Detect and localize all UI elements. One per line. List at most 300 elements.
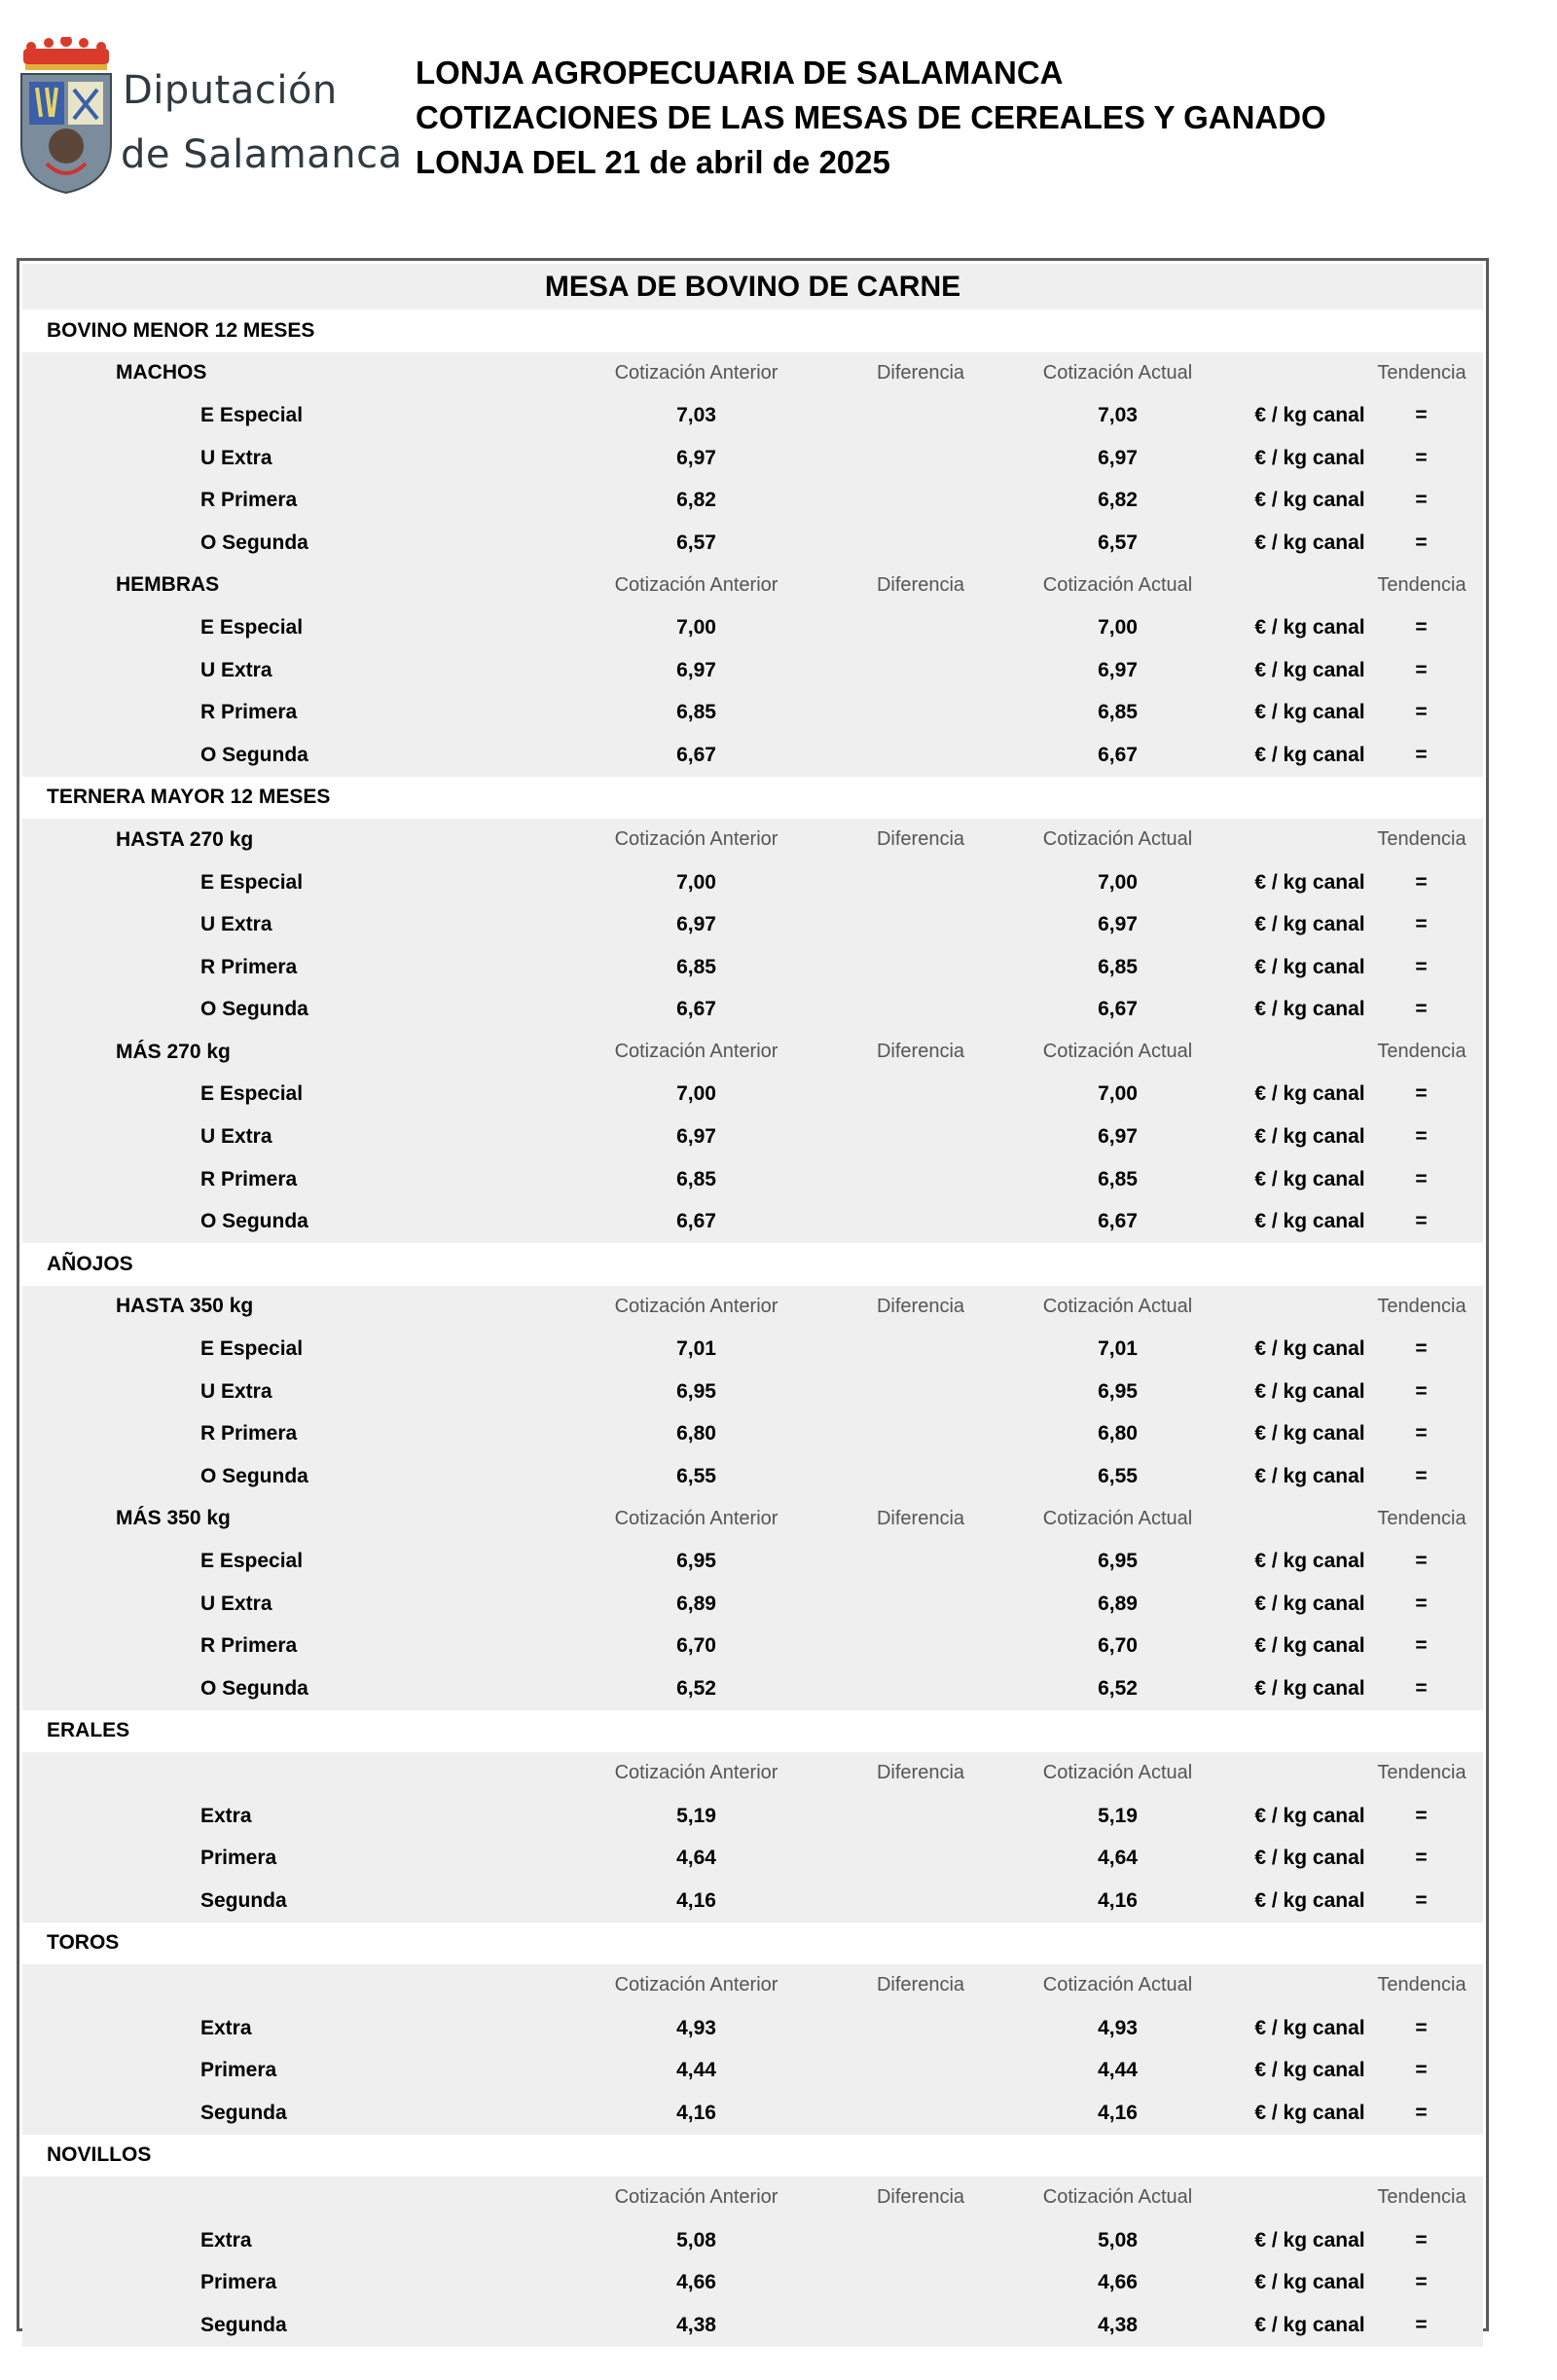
previous-price: 6,70 xyxy=(676,1634,716,1658)
previous-price: 6,67 xyxy=(676,998,716,1021)
table-row xyxy=(22,1880,1483,1922)
trend-value: = xyxy=(1415,1379,1428,1403)
trend-value: = xyxy=(1415,1676,1428,1700)
current-price: 6,85 xyxy=(1098,955,1138,978)
header-current-price: Cotización Actual xyxy=(1042,828,1193,851)
header-current-price: Cotización Actual xyxy=(1042,1041,1193,1063)
current-price: 6,97 xyxy=(1098,913,1138,936)
header-current-price: Cotización Actual xyxy=(1042,573,1193,596)
header-prev-price: Cotización Anterior xyxy=(614,361,778,384)
price-unit: € / kg canal xyxy=(1254,2059,1365,2082)
current-price: 6,80 xyxy=(1098,1422,1138,1446)
difference-value xyxy=(833,394,1008,437)
trend-value: = xyxy=(1415,403,1428,426)
header-trend: Tendencia xyxy=(1377,1762,1466,1784)
difference-value xyxy=(833,2261,1008,2304)
previous-price: 6,55 xyxy=(676,1464,716,1487)
previous-price: 6,80 xyxy=(676,1422,716,1446)
table-row xyxy=(22,2261,1483,2304)
column-header-row xyxy=(22,1031,1483,1074)
price-table xyxy=(17,258,1489,2336)
previous-price: 4,38 xyxy=(676,2313,716,2336)
current-price: 7,00 xyxy=(1098,615,1138,639)
header-trend: Tendencia xyxy=(1377,573,1466,596)
current-price: 4,64 xyxy=(1098,1847,1138,1870)
grade-label: O Segunda xyxy=(200,1676,308,1700)
grade-label: E Especial xyxy=(200,1550,304,1573)
difference-value xyxy=(833,1583,1008,1626)
price-unit: € / kg canal xyxy=(1254,658,1365,681)
table-row xyxy=(22,649,1483,692)
grade-label: Primera xyxy=(200,2059,277,2082)
trend-value: = xyxy=(1415,446,1428,469)
difference-value xyxy=(833,2092,1008,2135)
price-unit: € / kg canal xyxy=(1254,2228,1365,2252)
difference-value xyxy=(833,1837,1008,1880)
grade-label: Primera xyxy=(200,1847,277,1870)
previous-price: 4,64 xyxy=(676,1847,716,1870)
price-unit: € / kg canal xyxy=(1254,955,1365,978)
trend-value: = xyxy=(1415,955,1428,978)
table-row xyxy=(22,2007,1483,2050)
difference-value xyxy=(833,1540,1008,1583)
price-unit: € / kg canal xyxy=(1254,1804,1365,1827)
difference-value xyxy=(833,1371,1008,1413)
current-price: 6,67 xyxy=(1098,1210,1138,1233)
grade-label: U Extra xyxy=(200,658,272,681)
trend-value: = xyxy=(1415,489,1428,512)
grade-label: Segunda xyxy=(200,1888,287,1912)
current-price: 7,00 xyxy=(1098,1082,1138,1106)
trend-value: = xyxy=(1415,658,1428,681)
price-unit: € / kg canal xyxy=(1254,1167,1365,1190)
section-label: TERNERA MAYOR 12 MESES xyxy=(47,786,331,809)
price-unit: € / kg canal xyxy=(1254,1464,1365,1487)
trend-value: = xyxy=(1415,1082,1428,1106)
difference-value xyxy=(833,1116,1008,1158)
price-unit: € / kg canal xyxy=(1254,489,1365,512)
trend-value: = xyxy=(1415,743,1428,766)
previous-price: 7,01 xyxy=(676,1337,716,1361)
current-price: 6,52 xyxy=(1098,1676,1138,1700)
trend-value: = xyxy=(1415,1464,1428,1487)
current-price: 6,57 xyxy=(1098,531,1138,554)
trend-value: = xyxy=(1415,2228,1428,2252)
header-trend: Tendencia xyxy=(1377,1507,1466,1529)
difference-value xyxy=(833,2304,1008,2347)
table-row xyxy=(22,2092,1483,2135)
price-unit: € / kg canal xyxy=(1254,870,1365,894)
table-row xyxy=(22,479,1483,522)
section-row xyxy=(22,1243,1483,1286)
diputacion-logo xyxy=(18,37,403,202)
trend-value: = xyxy=(1415,913,1428,936)
previous-price: 6,67 xyxy=(676,743,716,766)
grade-label: E Especial xyxy=(200,1082,304,1106)
current-price: 6,70 xyxy=(1098,1634,1138,1658)
difference-value xyxy=(833,1625,1008,1667)
previous-price: 6,97 xyxy=(676,446,716,469)
current-price: 4,16 xyxy=(1098,2101,1138,2124)
price-unit: € / kg canal xyxy=(1254,531,1365,554)
grade-label: E Especial xyxy=(200,1337,304,1361)
price-unit: € / kg canal xyxy=(1254,998,1365,1021)
column-header-row xyxy=(22,1498,1483,1541)
trend-value: = xyxy=(1415,998,1428,1021)
previous-price: 6,52 xyxy=(676,1676,716,1700)
price-unit: € / kg canal xyxy=(1254,2313,1365,2336)
trend-value: = xyxy=(1415,2313,1428,2336)
header-prev-price: Cotización Anterior xyxy=(614,828,778,851)
grade-label: R Primera xyxy=(200,1634,298,1658)
table-row xyxy=(22,734,1483,777)
current-price: 4,38 xyxy=(1098,2313,1138,2336)
trend-value: = xyxy=(1415,2101,1428,2124)
price-unit: € / kg canal xyxy=(1254,446,1365,469)
table-row xyxy=(22,1837,1483,1880)
price-unit: € / kg canal xyxy=(1254,615,1365,639)
table-row xyxy=(22,1795,1483,1838)
current-price: 7,01 xyxy=(1098,1337,1138,1361)
header-current-price: Cotización Actual xyxy=(1042,2186,1193,2209)
table-row xyxy=(22,2049,1483,2092)
grade-label: U Extra xyxy=(200,1125,272,1149)
table-title: MESA DE BOVINO DE CARNE xyxy=(544,270,961,303)
grade-label: Extra xyxy=(200,2228,252,2252)
difference-value xyxy=(833,2219,1008,2262)
trend-value: = xyxy=(1415,1847,1428,1870)
table-row xyxy=(22,2304,1483,2347)
grade-label: E Especial xyxy=(200,403,304,426)
current-price: 4,66 xyxy=(1098,2271,1138,2294)
subgroup-label: HEMBRAS xyxy=(116,573,220,597)
difference-value xyxy=(833,1880,1008,1922)
current-price: 7,00 xyxy=(1098,870,1138,894)
previous-price: 7,00 xyxy=(676,615,716,639)
difference-value xyxy=(833,1328,1008,1371)
current-price: 6,82 xyxy=(1098,489,1138,512)
grade-label: U Extra xyxy=(200,446,272,469)
header-difference: Diferencia xyxy=(876,361,965,384)
previous-price: 6,85 xyxy=(676,701,716,724)
table-row xyxy=(22,1116,1483,1158)
grade-label: R Primera xyxy=(200,489,298,512)
previous-price: 6,57 xyxy=(676,531,716,554)
subgroup-label: MACHOS xyxy=(116,361,207,384)
previous-price: 6,89 xyxy=(676,1592,716,1615)
section-row xyxy=(22,1710,1483,1753)
grade-label: O Segunda xyxy=(200,743,308,766)
previous-price: 4,66 xyxy=(676,2271,716,2294)
difference-value xyxy=(833,946,1008,989)
trend-value: = xyxy=(1415,1550,1428,1573)
header-difference: Diferencia xyxy=(876,1507,965,1529)
price-unit: € / kg canal xyxy=(1254,1592,1365,1615)
grade-label: O Segunda xyxy=(200,998,308,1021)
column-header-row xyxy=(22,2177,1483,2219)
header-trend: Tendencia xyxy=(1377,2186,1466,2209)
grade-label: Segunda xyxy=(200,2313,287,2336)
grade-label: Segunda xyxy=(200,2101,287,2124)
header-current-price: Cotización Actual xyxy=(1042,1507,1193,1529)
previous-price: 4,16 xyxy=(676,2101,716,2124)
section-row xyxy=(22,777,1483,820)
price-unit: € / kg canal xyxy=(1254,913,1365,936)
subgroup-label: HASTA 270 kg xyxy=(116,827,254,851)
header-current-price: Cotización Actual xyxy=(1042,361,1193,384)
difference-value xyxy=(833,861,1008,904)
previous-price: 6,97 xyxy=(676,1125,716,1149)
table-row xyxy=(22,1158,1483,1201)
header-difference: Diferencia xyxy=(876,828,965,851)
previous-price: 4,93 xyxy=(676,2016,716,2039)
header-difference: Diferencia xyxy=(876,1974,965,1996)
difference-value xyxy=(833,1795,1008,1838)
difference-value xyxy=(833,903,1008,946)
current-price: 6,95 xyxy=(1098,1379,1138,1403)
header-prev-price: Cotización Anterior xyxy=(614,573,778,596)
header-trend: Tendencia xyxy=(1377,361,1466,384)
table-row xyxy=(22,522,1483,565)
table-title-row xyxy=(22,264,1483,310)
current-price: 6,85 xyxy=(1098,701,1138,724)
table-row xyxy=(22,437,1483,480)
previous-price: 6,97 xyxy=(676,658,716,681)
current-price: 6,95 xyxy=(1098,1550,1138,1573)
grade-label: U Extra xyxy=(200,913,272,936)
previous-price: 6,67 xyxy=(676,1210,716,1233)
grade-label: Extra xyxy=(200,1804,252,1827)
subgroup-label: MÁS 270 kg xyxy=(116,1040,231,1063)
grade-label: R Primera xyxy=(200,955,298,978)
section-label: NOVILLOS xyxy=(47,2143,152,2167)
difference-value xyxy=(833,1455,1008,1498)
difference-value xyxy=(833,2049,1008,2092)
difference-value xyxy=(833,691,1008,734)
column-header-row xyxy=(22,1286,1483,1329)
difference-value xyxy=(833,2007,1008,2050)
trend-value: = xyxy=(1415,1125,1428,1149)
trend-value: = xyxy=(1415,2059,1428,2082)
grade-label: O Segunda xyxy=(200,1464,308,1487)
current-price: 6,85 xyxy=(1098,1167,1138,1190)
difference-value xyxy=(833,606,1008,649)
grade-label: O Segunda xyxy=(200,531,308,554)
grade-label: U Extra xyxy=(200,1592,272,1615)
column-header-row xyxy=(22,819,1483,861)
header-prev-price: Cotización Anterior xyxy=(614,1974,778,1996)
price-unit: € / kg canal xyxy=(1254,1082,1365,1106)
document-titles xyxy=(416,51,1326,185)
current-price: 6,67 xyxy=(1098,998,1138,1021)
header-current-price: Cotización Actual xyxy=(1042,1974,1193,1996)
table-row xyxy=(22,606,1483,649)
table-row xyxy=(22,1667,1483,1710)
header-prev-price: Cotización Anterior xyxy=(614,1041,778,1063)
column-header-row xyxy=(22,352,1483,395)
current-price: 6,97 xyxy=(1098,446,1138,469)
trend-value: = xyxy=(1415,615,1428,639)
section-label: AÑOJOS xyxy=(47,1252,133,1275)
trend-value: = xyxy=(1415,2271,1428,2294)
grade-label: O Segunda xyxy=(200,1210,308,1233)
previous-price: 5,19 xyxy=(676,1804,716,1827)
difference-value xyxy=(833,649,1008,692)
header-trend: Tendencia xyxy=(1377,1041,1466,1063)
current-price: 6,67 xyxy=(1098,743,1138,766)
column-header-row xyxy=(22,1752,1483,1795)
difference-value xyxy=(833,989,1008,1032)
previous-price: 6,82 xyxy=(676,489,716,512)
price-unit: € / kg canal xyxy=(1254,1550,1365,1573)
header-current-price: Cotización Actual xyxy=(1042,1762,1193,1784)
previous-price: 7,00 xyxy=(676,1082,716,1106)
difference-value xyxy=(833,1074,1008,1117)
section-label: TOROS xyxy=(47,1931,120,1955)
price-unit: € / kg canal xyxy=(1254,1634,1365,1658)
difference-value xyxy=(833,522,1008,565)
previous-price: 4,16 xyxy=(676,1888,716,1912)
page-header xyxy=(0,0,1557,253)
logo-text-line2: de Salamanca xyxy=(121,132,403,177)
current-price: 6,97 xyxy=(1098,1125,1138,1149)
trend-value: = xyxy=(1415,1167,1428,1190)
price-unit: € / kg canal xyxy=(1254,2101,1365,2124)
current-price: 6,89 xyxy=(1098,1592,1138,1615)
difference-value xyxy=(833,734,1008,777)
header-difference: Diferencia xyxy=(876,2186,965,2209)
trend-value: = xyxy=(1415,701,1428,724)
header-difference: Diferencia xyxy=(876,1762,965,1784)
grade-label: E Especial xyxy=(200,870,304,894)
trend-value: = xyxy=(1415,1592,1428,1615)
price-unit: € / kg canal xyxy=(1254,1379,1365,1403)
previous-price: 6,95 xyxy=(676,1379,716,1403)
price-unit: € / kg canal xyxy=(1254,1676,1365,1700)
section-row xyxy=(22,2135,1483,2178)
header-difference: Diferencia xyxy=(876,1295,965,1317)
header-difference: Diferencia xyxy=(876,573,965,596)
price-unit: € / kg canal xyxy=(1254,1888,1365,1912)
table-row xyxy=(22,903,1483,946)
difference-value xyxy=(833,1200,1008,1243)
current-price: 6,55 xyxy=(1098,1464,1138,1487)
grade-label: Primera xyxy=(200,2271,277,2294)
previous-price: 6,95 xyxy=(676,1550,716,1573)
table-row xyxy=(22,861,1483,904)
header-trend: Tendencia xyxy=(1377,828,1466,851)
table-row xyxy=(22,946,1483,989)
header-prev-price: Cotización Anterior xyxy=(614,2186,778,2209)
table-row xyxy=(22,1328,1483,1371)
previous-price: 5,08 xyxy=(676,2228,716,2252)
trend-value: = xyxy=(1415,1337,1428,1361)
trend-value: = xyxy=(1415,531,1428,554)
current-price: 5,19 xyxy=(1098,1804,1138,1827)
current-price: 6,97 xyxy=(1098,658,1138,681)
price-unit: € / kg canal xyxy=(1254,1422,1365,1446)
header-prev-price: Cotización Anterior xyxy=(614,1507,778,1529)
column-header-row xyxy=(22,1964,1483,2007)
header-trend: Tendencia xyxy=(1377,1295,1466,1317)
grade-label: R Primera xyxy=(200,1422,298,1446)
table-row xyxy=(22,1371,1483,1413)
price-table-rows xyxy=(22,264,1483,2347)
price-unit: € / kg canal xyxy=(1254,701,1365,724)
previous-price: 4,44 xyxy=(676,2059,716,2082)
table-row xyxy=(22,1583,1483,1626)
table-row xyxy=(22,989,1483,1032)
price-unit: € / kg canal xyxy=(1254,743,1365,766)
price-unit: € / kg canal xyxy=(1254,1847,1365,1870)
header-difference: Diferencia xyxy=(876,1041,965,1063)
table-row xyxy=(22,1200,1483,1243)
trend-value: = xyxy=(1415,870,1428,894)
table-row xyxy=(22,1625,1483,1667)
table-row xyxy=(22,1540,1483,1583)
grade-label: U Extra xyxy=(200,1379,272,1403)
section-label: ERALES xyxy=(47,1719,130,1742)
previous-price: 7,03 xyxy=(676,403,716,426)
difference-value xyxy=(833,1667,1008,1710)
section-label: BOVINO MENOR 12 MESES xyxy=(47,318,315,342)
trend-value: = xyxy=(1415,2016,1428,2039)
table-row xyxy=(22,1455,1483,1498)
title-line1: LONJA AGROPECUARIA DE SALAMANCA xyxy=(416,55,1064,91)
previous-price: 6,85 xyxy=(676,955,716,978)
subgroup-label: HASTA 350 kg xyxy=(116,1295,254,1318)
table-row xyxy=(22,691,1483,734)
price-unit: € / kg canal xyxy=(1254,403,1365,426)
current-price: 5,08 xyxy=(1098,2228,1138,2252)
table-row xyxy=(22,1074,1483,1117)
header-trend: Tendencia xyxy=(1377,1974,1466,1996)
grade-label: E Especial xyxy=(200,615,304,639)
grade-label: R Primera xyxy=(200,1167,298,1190)
price-unit: € / kg canal xyxy=(1254,2016,1365,2039)
difference-value xyxy=(833,1412,1008,1455)
logo-text-line1: Diputación xyxy=(123,68,338,113)
trend-value: = xyxy=(1415,1210,1428,1233)
price-unit: € / kg canal xyxy=(1254,1125,1365,1149)
trend-value: = xyxy=(1415,1634,1428,1658)
subgroup-label: MÁS 350 kg xyxy=(116,1507,231,1530)
table-row xyxy=(22,1412,1483,1455)
title-line3: LONJA DEL 21 de abril de 2025 xyxy=(416,144,890,180)
current-price: 4,16 xyxy=(1098,1888,1138,1912)
column-header-row xyxy=(22,565,1483,607)
previous-price: 6,97 xyxy=(676,913,716,936)
price-unit: € / kg canal xyxy=(1254,1337,1365,1361)
trend-value: = xyxy=(1415,1804,1428,1827)
section-row xyxy=(22,1922,1483,1965)
previous-price: 7,00 xyxy=(676,870,716,894)
table-row xyxy=(22,2219,1483,2262)
grade-label: Extra xyxy=(200,2016,252,2039)
trend-value: = xyxy=(1415,1422,1428,1446)
header-prev-price: Cotización Anterior xyxy=(614,1295,778,1317)
current-price: 4,93 xyxy=(1098,2016,1138,2039)
difference-value xyxy=(833,437,1008,480)
previous-price: 6,85 xyxy=(676,1167,716,1190)
current-price: 4,44 xyxy=(1098,2059,1138,2082)
difference-value xyxy=(833,1158,1008,1201)
current-price: 7,03 xyxy=(1098,403,1138,426)
header-prev-price: Cotización Anterior xyxy=(614,1762,778,1784)
table-row xyxy=(22,394,1483,437)
price-unit: € / kg canal xyxy=(1254,2271,1365,2294)
trend-value: = xyxy=(1415,1888,1428,1912)
